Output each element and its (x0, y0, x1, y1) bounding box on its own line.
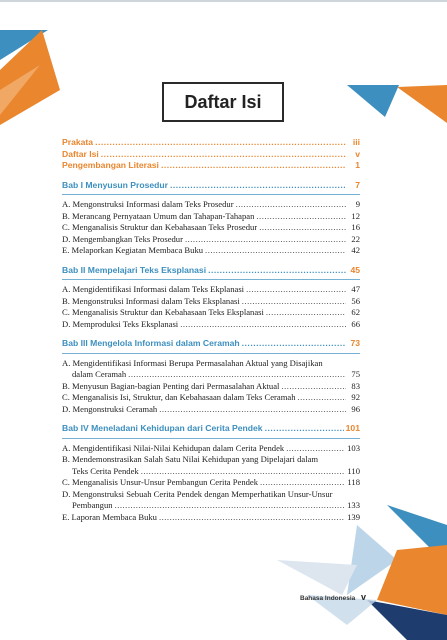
table-of-contents (62, 137, 360, 523)
toc-entry (62, 489, 360, 501)
chapter-heading-page: 101 (345, 423, 360, 433)
front-entry (62, 137, 360, 149)
front-entry-page: v (355, 148, 360, 159)
dot-leader (260, 477, 345, 489)
toc-entry (62, 319, 360, 331)
toc-entry (62, 222, 360, 234)
toc-entry-page: 110 (347, 465, 360, 476)
toc-entry-label: Teks Cerita Pendek (72, 465, 139, 476)
dot-leader (265, 423, 344, 435)
footer-page-number: v (361, 592, 367, 602)
toc-entry-label: D. Mengonstruksi Ceramah (62, 403, 158, 414)
dot-leader (266, 307, 346, 319)
toc-entry-label: B. Menyusun Bagian-bagian Penting dari Permasalahan Aktual (62, 380, 280, 391)
front-entry-label: Daftar Isi (62, 148, 99, 159)
toc-entry-page: 62 (351, 307, 360, 317)
toc-entry (62, 454, 360, 466)
toc-entry-page: 118 (347, 477, 360, 487)
toc-entry-page: 22 (351, 233, 360, 244)
toc-entry-page: 139 (347, 511, 360, 522)
toc-entry-label: C. Menganalisis Struktur dan Kebahasaan Teks Prosedur (62, 222, 258, 232)
toc-entry-page: 133 (347, 500, 360, 510)
toc-entry-label: E. Melaporkan Kegiatan Membaca Buku (62, 245, 204, 255)
toc-entry (62, 392, 360, 404)
toc-entry (62, 307, 360, 319)
chapter-heading-page: 73 (350, 338, 360, 348)
toc-entry-page: 96 (351, 403, 360, 414)
dot-leader (170, 180, 346, 192)
dot-leader (95, 137, 346, 149)
toc-entry-page: 103 (347, 442, 360, 453)
toc-entry-label: B. Mengonstruksi Informasi dalam Teks Eksplanasi (62, 295, 240, 306)
chapter-heading (62, 338, 360, 350)
dot-leader (180, 319, 346, 331)
chapter-heading (62, 265, 360, 277)
dot-leader (141, 466, 346, 478)
dot-leader (256, 211, 346, 223)
dot-leader (242, 338, 346, 350)
front-matter (62, 137, 360, 172)
chapter-divider (62, 438, 360, 439)
dot-leader (259, 222, 346, 234)
chapter-divider (62, 279, 360, 280)
front-entry (62, 160, 360, 172)
front-entry-page: 1 (355, 160, 360, 170)
toc-entry-page: 75 (351, 369, 360, 379)
toc-entry-label: dalam Ceramah (72, 369, 127, 379)
chapter-heading-page: 7 (355, 179, 360, 190)
dot-leader (205, 245, 346, 257)
front-entry (62, 149, 360, 161)
toc-entry-label: D. Mengonstruksi Sebuah Cerita Pendek dengan Memperhatikan Unsur-Unsur (62, 488, 333, 499)
toc-entry-page: 9 (355, 199, 360, 209)
corner-decoration-top-left (0, 30, 80, 125)
toc-entry-label: C. Menganalisis Unsur-Unsur Pembangun Cerita Pendek (62, 477, 259, 487)
chapter-list (62, 172, 360, 524)
toc-entry-label: C. Menganalisis Isi, Struktur, dan Kebahasaan dalam Teks Ceramah (62, 392, 296, 402)
toc-entry-label: B. Mendemonstrasikan Salah Satu Nilai Kehidupan yang Dipelajari dalam (62, 454, 319, 464)
toc-entry (62, 477, 360, 489)
toc-entry-label: Pembangun (72, 500, 113, 510)
toc-entry-label: D. Mengembangkan Teks Prosedur (62, 233, 183, 244)
toc-entry-page: 56 (351, 295, 360, 306)
toc-entry-label: C. Menganalisis Struktur dan Kebahasaan Teks Eksplanasi (62, 307, 264, 317)
chapter-divider (62, 194, 360, 195)
toc-entry (62, 234, 360, 246)
dot-leader (159, 404, 346, 416)
toc-entry-label: D. Memproduksi Teks Eksplanasi (62, 318, 179, 329)
toc-entry (62, 211, 360, 223)
toc-entry-label: E. Laporan Membaca Buku (62, 511, 157, 522)
toc-entry-page: 12 (351, 210, 360, 221)
toc-entry (62, 284, 360, 296)
top-border (0, 0, 447, 2)
dot-leader (101, 149, 346, 161)
dot-leader (242, 296, 346, 308)
dot-leader (281, 381, 346, 393)
chapter-heading-page: 45 (350, 264, 360, 275)
toc-entry-page: 92 (351, 392, 360, 402)
toc-entry (62, 369, 360, 381)
toc-entry-label: A. Mengidentifikasi Informasi Berupa Permasalahan Aktual yang Disajikan (62, 357, 323, 368)
toc-entry-label: B. Merancang Pernyataan Umum dan Tahapan-Tahapan (62, 210, 255, 221)
toc-entry-page: 83 (351, 380, 360, 391)
toc-entry-page: 42 (351, 245, 360, 255)
toc-entry (62, 466, 360, 478)
page-title: Daftar Isi (184, 91, 262, 112)
toc-entry-page: 47 (351, 284, 360, 294)
front-entry-label: Pengembangan Literasi (62, 160, 159, 170)
corner-decoration-top-right (347, 85, 447, 125)
toc-entry-label: A. Mengonstruksi Informasi dalam Teks Prosedur (62, 199, 234, 209)
toc-entry-label: A. Mengidentifikasi Nilai-Nilai Kehidupan dalam Cerita Pendek (62, 442, 285, 453)
chapter-heading (62, 180, 360, 192)
chapter-heading-label: Bab III Mengelola Informasi dalam Ceramah (62, 338, 240, 348)
corner-decoration-bottom-right (247, 505, 447, 640)
front-entry-label: Prakata (62, 137, 94, 147)
toc-entry (62, 404, 360, 416)
toc-entry-page: 66 (351, 318, 360, 329)
toc-entry (62, 199, 360, 211)
toc-entry-page: 16 (351, 222, 360, 232)
dot-leader (246, 284, 346, 296)
toc-entry-label: A. Mengidentifikasi Informasi dalam Teks Ekplanasi (62, 284, 245, 294)
dot-leader (298, 392, 347, 404)
dot-leader (236, 199, 346, 211)
toc-entry (62, 296, 360, 308)
chapter-heading (62, 423, 360, 435)
footer-book-title: Bahasa Indonesia (300, 595, 356, 602)
dot-leader (185, 234, 346, 246)
chapter-heading-label: Bab II Mempelajari Teks Eksplanasi (62, 264, 207, 275)
chapter-heading-label: Bab IV Meneladani Kehidupan dari Cerita Pendek (62, 423, 263, 433)
title-box (162, 82, 284, 122)
dot-leader (161, 160, 346, 172)
dot-leader (208, 265, 346, 277)
dot-leader (128, 369, 346, 381)
front-entry-page: iii (352, 137, 360, 147)
chapter-heading-label: Bab I Menyusun Prosedur (62, 179, 169, 190)
toc-entry (62, 443, 360, 455)
dot-leader (286, 443, 345, 455)
chapter-divider (62, 353, 360, 354)
toc-entry (62, 245, 360, 257)
toc-entry (62, 381, 360, 393)
toc-entry (62, 358, 360, 370)
